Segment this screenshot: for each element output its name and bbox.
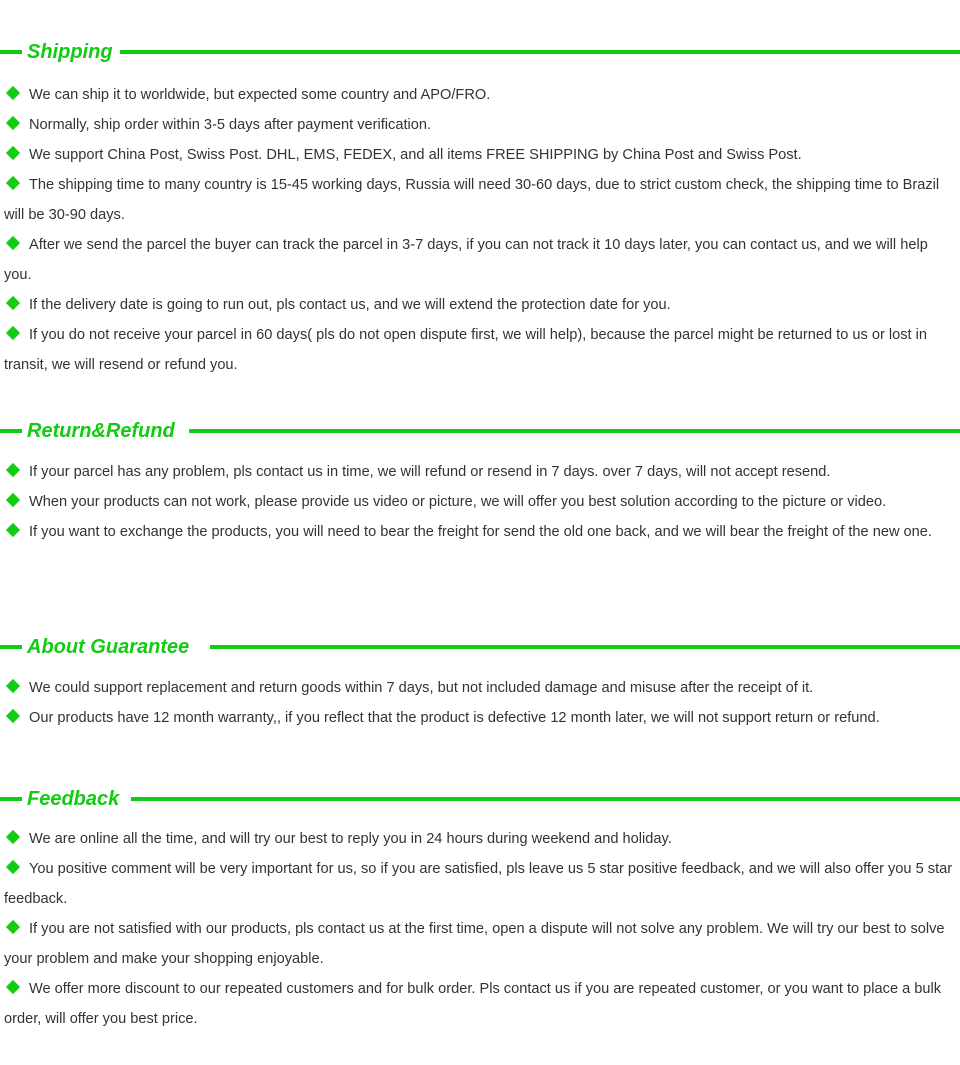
item-text: If the delivery date is going to run out, pls contact us, and we will extend the protection date for you. [29,297,671,313]
section-about-guarantee [0,632,960,733]
list-item [0,974,960,1034]
header-rule-left [0,50,22,54]
list-item [0,170,960,230]
item-list [0,80,960,380]
header-rule-left [0,645,22,649]
list-item [0,517,960,547]
section-title: Feedback [27,788,120,810]
list-item [0,673,960,703]
list-item [0,290,960,320]
section-return-refund [0,416,960,547]
header-rule-right [131,797,960,801]
diamond-bullet-icon [6,326,20,340]
item-text: We can ship it to worldwide, but expected some country and APO/FRO. [29,87,491,103]
item-text: Normally, ship order within 3-5 days after payment verification. [29,117,432,133]
item-text: You positive comment will be very important for us, so if you are satisfied, pls leave us 5 star positive feedback, and we will also offer you 5 star feedback. [4,861,953,907]
header-rule-left [0,797,22,801]
list-item [0,824,960,854]
item-text: If you are not satisfied with our products, pls contact us at the first time, open a dispute will not solve any problem. We will try our best to solve your problem and make your shopping enjoyable. [4,921,945,967]
section-title: Return&Refund [27,420,175,442]
section-shipping [0,37,960,380]
list-item [0,80,960,110]
section-title: About Guarantee [27,636,190,658]
item-list [0,824,960,1034]
item-list [0,673,960,733]
diamond-bullet-icon [6,296,20,310]
list-item [0,140,960,170]
section-header [0,416,960,446]
list-item [0,457,960,487]
item-text: We could support replacement and return goods within 7 days, but not included damage and misuse after the receipt of it. [29,680,814,696]
header-rule-right [120,50,960,54]
diamond-bullet-icon [6,176,20,190]
section-feedback [0,784,960,1034]
diamond-bullet-icon [6,116,20,130]
header-rule-right [189,429,960,433]
section-title: Shipping [27,41,113,63]
item-text: We support China Post, Swiss Post. DHL, EMS, FEDEX, and all items FREE SHIPPING by China Post and Swiss Post. [29,147,802,163]
diamond-bullet-icon [6,236,20,250]
diamond-bullet-icon [6,493,20,507]
list-item [0,230,960,290]
item-text: If your parcel has any problem, pls contact us in time, we will refund or resend in 7 days. over 7 days, will not accept resend. [29,464,831,480]
diamond-bullet-icon [6,463,20,477]
list-item [0,320,960,380]
diamond-bullet-icon [6,523,20,537]
section-header [0,632,960,662]
item-text: We are online all the time, and will try our best to reply you in 24 hours during weekend and holiday. [29,831,672,847]
list-item [0,854,960,914]
diamond-bullet-icon [6,709,20,723]
item-list [0,457,960,547]
header-rule-right [210,645,960,649]
item-text: The shipping time to many country is 15-45 working days, Russia will need 30-60 days, due to strict custom check, the shipping time to Brazil will be 30-90 days. [4,177,940,223]
diamond-bullet-icon [6,920,20,934]
diamond-bullet-icon [6,980,20,994]
diamond-bullet-icon [6,86,20,100]
section-header [0,784,960,814]
diamond-bullet-icon [6,146,20,160]
diamond-bullet-icon [6,830,20,844]
list-item [0,110,960,140]
diamond-bullet-icon [6,860,20,874]
diamond-bullet-icon [6,679,20,693]
item-text: When your products can not work, please provide us video or picture, we will offer you best solution according to the picture or video. [29,494,887,510]
header-rule-left [0,429,22,433]
item-text: Our products have 12 month warranty,, if you reflect that the product is defective 12 month later, we will not support return or refund. [29,710,880,726]
list-item [0,914,960,974]
section-header [0,37,960,67]
item-text: If you want to exchange the products, you will need to bear the freight for send the old one back, and we will bear the freight of the new one. [29,524,932,540]
list-item [0,487,960,517]
item-text: We offer more discount to our repeated customers and for bulk order. Pls contact us if you are repeated customer, or you want to place a bulk order, will offer you best price. [4,981,942,1027]
list-item [0,703,960,733]
item-text: After we send the parcel the buyer can track the parcel in 3-7 days, if you can not track it 10 days later, you can contact us, and we will help you. [4,237,928,283]
item-text: If you do not receive your parcel in 60 days( pls do not open dispute first, we will help), because the parcel might be returned to us or lost in transit, we will resend or refund you. [4,327,928,373]
